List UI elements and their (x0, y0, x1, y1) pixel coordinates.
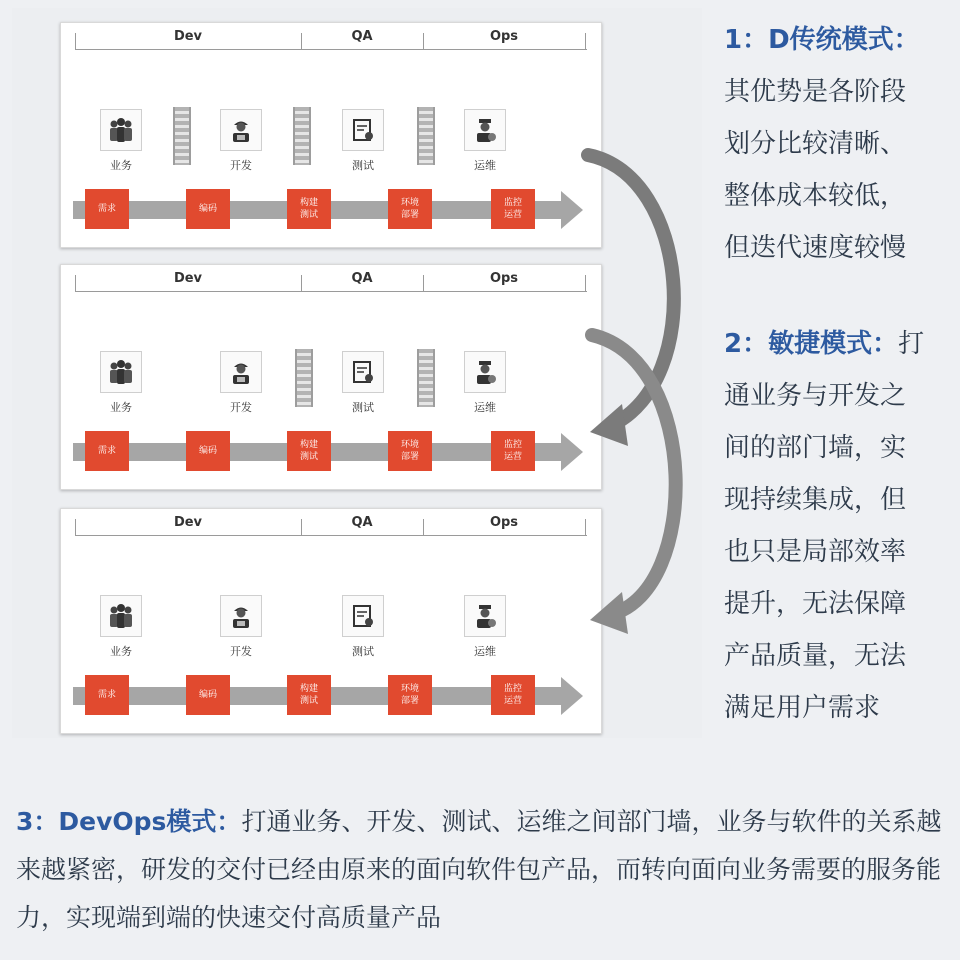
phase-tick (423, 519, 424, 535)
mode3-text (16, 798, 946, 942)
mode2-line: 产品质量，无法 (724, 641, 907, 671)
phase-tick (75, 275, 76, 291)
role-label: 测试 (352, 159, 374, 172)
stage-build-test: 构建 测试 (287, 189, 331, 229)
mode2-line: 通业务与开发之 (724, 381, 907, 411)
developer-icon (220, 595, 262, 637)
phase-line (75, 291, 587, 292)
panel-traditional (60, 22, 602, 248)
phase-tick (75, 33, 76, 49)
mode2-line: 也只是局部效率 (724, 537, 907, 567)
mode2-line: 满足用户需求 (724, 693, 881, 723)
role-developer (211, 595, 271, 659)
pipeline-arrow-head (561, 677, 583, 715)
stage-requirements: 需求 (85, 675, 129, 715)
stage-requirements: 需求 (85, 431, 129, 471)
stage-coding: 编码 (186, 431, 230, 471)
wall-icon (417, 349, 435, 407)
mode1-line: 其优势是各阶段 (724, 77, 907, 107)
pipeline-arrow-head (561, 191, 583, 229)
stage-monitor-ops: 监控 运营 (491, 189, 535, 229)
mode1-heading: 1：D传统模式： (724, 25, 920, 55)
phase-label-qa: QA (351, 29, 373, 44)
wall-icon (293, 107, 311, 165)
team-icon (100, 595, 142, 637)
role-label: 测试 (352, 645, 374, 658)
role-developer (211, 109, 271, 173)
mode2-line: 提升，无法保障 (724, 589, 907, 619)
developer-icon (220, 351, 262, 393)
phase-tick (301, 519, 302, 535)
phase-label-ops: Ops (489, 515, 519, 530)
role-operator (455, 351, 515, 415)
panel-devops (60, 508, 602, 734)
stage-coding: 编码 (186, 675, 230, 715)
mode2-line: 打 (898, 329, 925, 359)
stage-env-deploy: 环境 部署 (388, 675, 432, 715)
phase-label-ops: Ops (489, 29, 519, 44)
role-label: 运维 (474, 401, 496, 414)
role-business (91, 595, 151, 659)
stage-requirements: 需求 (85, 189, 129, 229)
role-label: 运维 (474, 645, 496, 658)
tester-icon (342, 595, 384, 637)
developer-icon (220, 109, 262, 151)
stage-env-deploy: 环境 部署 (388, 431, 432, 471)
role-label: 测试 (352, 401, 374, 414)
phase-line (75, 49, 587, 50)
role-tester (333, 595, 393, 659)
stage-monitor-ops: 监控 运营 (491, 431, 535, 471)
role-operator (455, 109, 515, 173)
wall-icon (417, 107, 435, 165)
diagram-area (12, 8, 702, 738)
mode1-line: 划分比较清晰、 (724, 129, 907, 159)
stage-monitor-ops: 监控 运营 (491, 675, 535, 715)
role-label: 开发 (230, 159, 252, 172)
phase-label-qa: QA (351, 515, 373, 530)
role-business (91, 351, 151, 415)
phase-line (75, 535, 587, 536)
phase-tick (585, 275, 586, 291)
mode1-text (724, 14, 950, 274)
role-label: 运维 (474, 159, 496, 172)
wall-icon (295, 349, 313, 407)
mode2-line: 现持续集成，但 (724, 485, 907, 515)
mode1-line: 整体成本较低， (724, 181, 907, 211)
operator-icon (464, 109, 506, 151)
mode1-line: 但迭代速度较慢 (724, 233, 907, 263)
phase-tick (301, 33, 302, 49)
role-label: 业务 (110, 401, 132, 414)
role-label: 业务 (110, 159, 132, 172)
operator-icon (464, 595, 506, 637)
role-operator (455, 595, 515, 659)
mode2-line: 间的部门墙，实 (724, 433, 907, 463)
team-icon (100, 109, 142, 151)
team-icon (100, 351, 142, 393)
phase-label-qa: QA (351, 271, 373, 286)
role-label: 业务 (110, 645, 132, 658)
phase-label-dev: Dev (173, 271, 203, 286)
pipeline-arrow-head (561, 433, 583, 471)
role-developer (211, 351, 271, 415)
phase-label-dev: Dev (173, 515, 203, 530)
role-label: 开发 (230, 401, 252, 414)
phase-tick (301, 275, 302, 291)
role-tester (333, 109, 393, 173)
mode3-body: 打通业务、开发、测试、运维之间部门墙，业务与软件的关系越来越紧密，研发的交付已经由原来的面向软件包产品，而转向面向业务需要的服务能力，实现端到端的快速交付高质量产品 (16, 807, 942, 932)
phase-tick (423, 275, 424, 291)
phase-label-ops: Ops (489, 271, 519, 286)
phase-tick (585, 33, 586, 49)
mode2-text (724, 318, 950, 734)
phase-tick (423, 33, 424, 49)
stage-env-deploy: 环境 部署 (388, 189, 432, 229)
role-label: 开发 (230, 645, 252, 658)
tester-icon (342, 351, 384, 393)
phase-tick (585, 519, 586, 535)
tester-icon (342, 109, 384, 151)
stage-coding: 编码 (186, 189, 230, 229)
role-business (91, 109, 151, 173)
operator-icon (464, 351, 506, 393)
panel-agile (60, 264, 602, 490)
phase-tick (75, 519, 76, 535)
stage-build-test: 构建 测试 (287, 431, 331, 471)
mode2-heading: 2：敏捷模式： (724, 329, 899, 359)
mode3-heading: 3：DevOps模式： (16, 807, 242, 836)
wall-icon (173, 107, 191, 165)
phase-label-dev: Dev (173, 29, 203, 44)
stage-build-test: 构建 测试 (287, 675, 331, 715)
role-tester (333, 351, 393, 415)
